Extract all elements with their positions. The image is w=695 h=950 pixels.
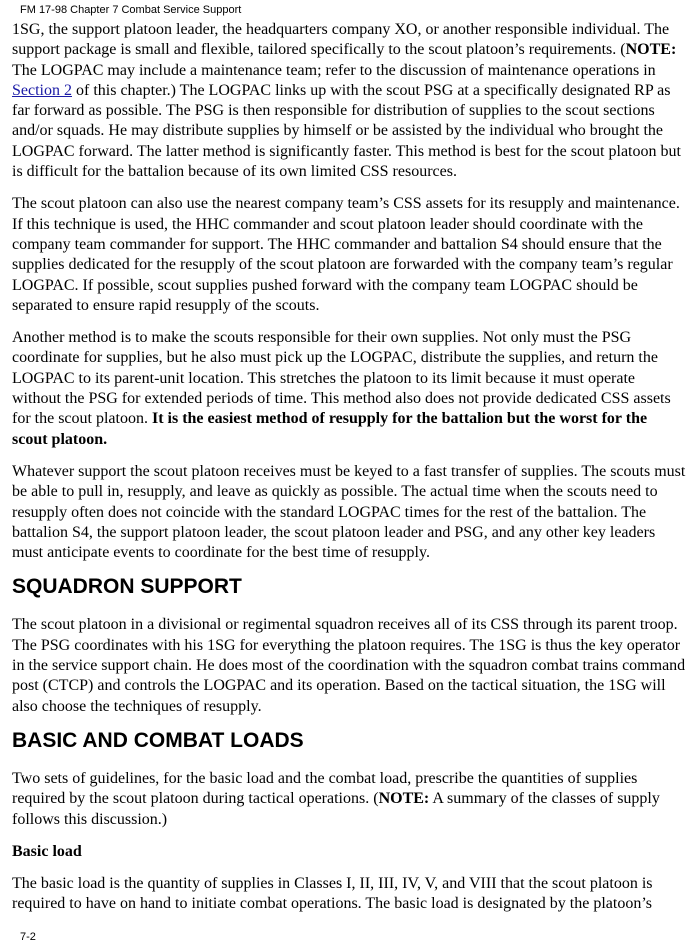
note-label: NOTE:: [625, 41, 677, 59]
section-2-link[interactable]: Section 2: [12, 81, 72, 99]
text: Two sets of guidelines, for the basic load and the combat load, prescribe the quantities of supplies required by the scout platoon during tactical operations. (: [12, 769, 638, 808]
paragraph: The scout platoon in a divisional or regimental squadron receives all of its CSS through its parent troop. The PSG coordinates with his 1SG for everything the platoon requires. The 1SG is thus the key operator in the service support chain. He does most of the coordination with the squadron combat trains command post (CTCP) and controls the LOGPAC and its operation. Based on the tactical situation, the 1SG will also choose the techniques of resupply.: [12, 616, 686, 715]
paragraph: The scout platoon can also use the nearest company team’s CSS assets for its resupply and maintenance. If this technique is used, the HHC commander and scout platoon leader should coordinate with the company team commander for support. The HHC commander and battalion S4 should ensure that the supplies dedicated for the resupply of the scout platoon are forwarded with the company team’s regular LOGPAC. If possible, scout supplies pushed forward with the company team LOGPAC should be separated to ensure rapid resupply of the scouts.: [12, 195, 680, 314]
running-header: FM 17-98 Chapter 7 Combat Service Support: [20, 4, 242, 16]
text: The LOGPAC may include a maintenance team; refer to the discussion of maintenance operations in: [12, 61, 656, 79]
section-heading-basic-combat-loads: BASIC AND COMBAT LOADS: [12, 728, 304, 752]
paragraph: [12, 769, 686, 830]
paragraph: The basic load is the quantity of supplies in Classes I, II, III, IV, V, and VIII that the scout platoon is required to have on hand to initiate combat operations. The basic load is designated by the platoon’s: [12, 874, 653, 913]
document-body: [12, 20, 686, 914]
paragraph: [12, 328, 686, 450]
paragraph: Whatever support the scout platoon receives must be keyed to a fast transfer of supplies. The scouts must be able to pull in, resupply, and leave as quickly as possible. The actual time when the scouts need to resupply often does not coincide with the standard LOGPAC times for the rest of the battalion. The battalion S4, the support platoon leader, the scout platoon leader and PSG, and any other key leaders must anticipate events to coordinate for the best time of resupply.: [12, 462, 686, 562]
section-heading-squadron-support: SQUADRON SUPPORT: [12, 575, 242, 599]
page-number: 7-2: [20, 931, 36, 944]
text: Another method is to make the scouts responsible for their own supplies. Not only must the PSG coordinate for supplies, but he also must pick up the LOGPAC, distribute the supplies, and return the LOGPAC to its parent-unit location. This stretches the platoon to its limit because it must operate without the PSG for extended periods of time. This method also does not provide dedicated CSS assets for the scout platoon.: [12, 329, 671, 428]
paragraph: [12, 20, 686, 182]
subheading-basic-load: Basic load: [12, 842, 82, 860]
text: 1SG, the support platoon leader, the headquarters company XO, or another responsible individual. The support package is small and flexible, tailored specifically to the scout platoon’s requirements. (: [12, 21, 670, 59]
emphasis-text: It is the easiest method of resupply for the battalion but the worst for the scout platoon.: [12, 410, 648, 448]
text: A summary of the classes of supply follows this discussion.): [12, 790, 660, 828]
text: of this chapter.) The LOGPAC links up with the scout PSG at a specifically designated RP as far forward as possible. The PSG is then responsible for distribution of supplies to the scout sections and/or squads. He may distribute supplies by himself or be assisted by the individual who brought the LOGPAC forward. The latter method is significantly faster. This method is best for the scout platoon but is difficult for the battalion because of its own limited CSS resources.: [12, 81, 681, 181]
note-label: NOTE:: [378, 790, 430, 808]
